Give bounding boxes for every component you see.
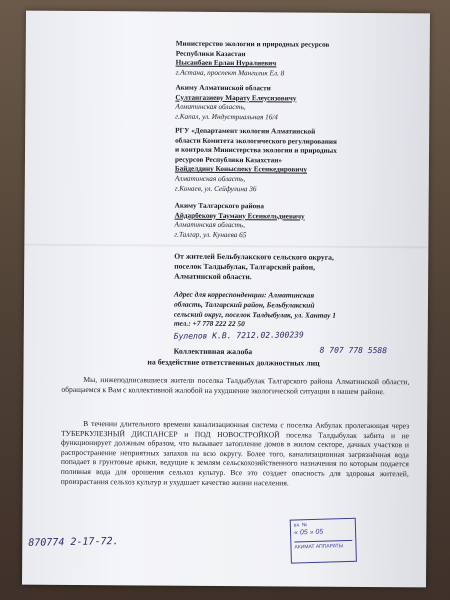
- addressee-org: Министерство экологии и природных ресурсов: [175, 39, 330, 49]
- document-page: [22, 11, 430, 588]
- stamp-line: вх. №: [293, 522, 308, 529]
- addressee-ecology-department: [175, 127, 425, 196]
- addressee-ministry: [176, 40, 426, 80]
- handwritten-note: Булелов К.В. 7212.02.300239: [173, 330, 304, 341]
- stamp-org: АКИМАТ АППАРАТЫ: [294, 540, 352, 551]
- sender-line: поселок Талдыбулак, Талгарский район,: [174, 261, 316, 272]
- addressee-org: Республики Казастан: [175, 49, 246, 58]
- addressee-address: Алматинская область,: [174, 220, 245, 230]
- addressee-person: Султангазиеву Марату Елеусизовичу: [175, 93, 297, 103]
- paragraph-main: В течении длительного времени канализационная система с поселка Акбулак пролегающая через ТУБЕРКУЛЕЗНЫЙ ДИСПАНСЕР и ПОД НОВОСТРОЙКОЙ поселка Талдыбулак забита и не функционирует должным образом, что вызывает затопление домов в жилом секторе, дачных участков и распространение неприятных запахов на всю округу. Более того, канализационная загрязнённая вода попадает в грунтовые арыки, ведущие к землям сельскохозяйственного назначения по которым подается поливная вода для орошения сельхоз культур. Все это создает опасность для здоровья жителей, произрастания сельхоз культур и ухудшает качество жизни населения.: [60, 419, 410, 488]
- correspondence-line: тел.: +7 778 222 22 50: [173, 319, 245, 329]
- addressee-org: ресурсов Республики Казахстан»: [174, 155, 283, 165]
- addressee-address: г.Талгар, ул. Кунаева 65: [174, 230, 247, 239]
- complaint-subtitle: на бездействие ответственных должностных лиц: [147, 357, 320, 368]
- registration-stamp: [290, 518, 357, 564]
- correspondence-line: область, Талгарский район, Бельбулакский: [173, 299, 315, 310]
- complaint-title: Коллективная жалоба: [173, 346, 253, 357]
- addressee-org: Акиму Алматинской области: [175, 83, 271, 93]
- sender-block: [174, 252, 424, 284]
- sender-line: Алматинской области.: [174, 271, 252, 282]
- addressee-address: Алматинская область,: [175, 102, 246, 112]
- addressee-akim-region: [175, 84, 425, 124]
- addressee-akim-district: [174, 202, 424, 242]
- paragraph-intro: Мы, нижеподписавшиеся жители поселка Талдыбулак Талгарского района Алматинской области, обращаемся к Вам с коллективной жалобой на ухудшение экологической ситуации в нашем районе.: [61, 375, 410, 396]
- correspondence-line: Адрес для корреспонденции: Алматинская: [174, 289, 315, 300]
- addressee-org: и контроля Министерства экологии и природных: [175, 145, 337, 155]
- addressee-person: Нысанбаев Ерлан Нуралиевич: [175, 58, 277, 68]
- addressee-address: г.Капал, ул. Индустриальная 16/4: [175, 112, 278, 122]
- addressee-org: Акиму Талгарского района: [174, 201, 264, 211]
- sender-line: От жителей Бельбулакского сельского округа,: [174, 251, 334, 262]
- handwritten-phone: 8 707 778 5588: [319, 345, 388, 356]
- addressee-address: Алматинская область,: [174, 174, 246, 184]
- fold-line: [24, 244, 428, 249]
- addressee-address: г.Астана, проспект Мангилик Ел. 8: [175, 68, 285, 78]
- correspondence-line: сельский округ, поселок Талдыбулак, ул. Хантау 1: [173, 309, 336, 320]
- stamp-date: « 05 » 05: [293, 528, 324, 537]
- addressee-org: РГУ «Департамент экологии Алматинской: [175, 126, 316, 136]
- addressee-org: области Комитета экологического регулирования: [175, 136, 337, 146]
- handwritten-bottom-number: 870774 2-17-72.: [28, 536, 119, 549]
- correspondence-block: [174, 290, 424, 331]
- addressee-address: г.Конаев, ул. Сейфулина 36: [174, 184, 257, 193]
- addressee-person: Айдарбекову Тауману Есенкельдиевичу: [174, 211, 305, 221]
- addressee-person: Байделдину Коныспеку Есенкедировичу: [174, 165, 308, 174]
